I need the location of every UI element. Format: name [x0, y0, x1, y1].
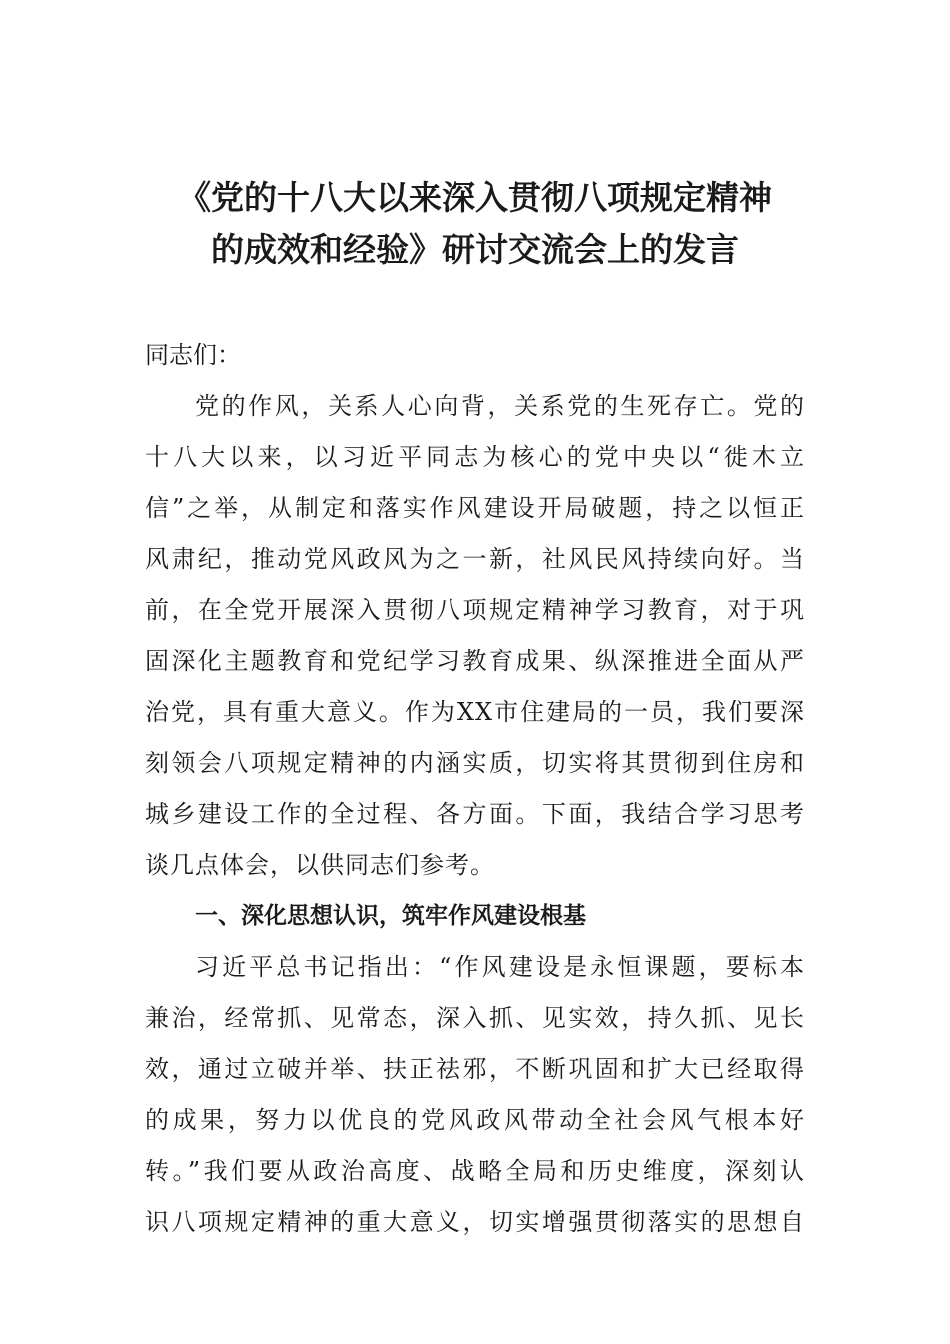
paragraph-line: 前，在全党开展深入贯彻八项规定精神学习教育，对于巩 — [145, 596, 805, 624]
document-body — [145, 330, 805, 1248]
paragraph-line: 的成果，努力以优良的党风政风带动全社会风气根本好 — [145, 1106, 805, 1134]
paragraph-line: 党的作风，关系人心向背，关系党的生死存亡。党的 — [195, 392, 805, 420]
paragraph-line: 治党，具有重大意义。作为XX市住建局的一员，我们要深 — [145, 698, 805, 726]
paragraph-1 — [145, 381, 805, 891]
paragraph-line: 刻领会八项规定精神的内涵实质，切实将其贯彻到住房和 — [145, 749, 805, 777]
paragraph-line: 固深化主题教育和党纪学习教育成果、纵深推进全面从严 — [145, 647, 805, 675]
paragraph-line: 城乡建设工作的全过程、各方面。下面，我结合学习思考 — [145, 800, 805, 828]
title-line-1: 《党的十八大以来深入贯彻八项规定精神 — [178, 178, 772, 217]
document-title — [145, 172, 805, 276]
paragraph-line: 习近平总书记指出：“作风建设是永恒课题，要标本 — [195, 953, 805, 981]
section-heading: 一、深化思想认识，筑牢作风建设根基 — [195, 903, 586, 929]
paragraph-2 — [145, 942, 805, 1248]
paragraph-line: 谈几点体会，以供同志们参考。 — [145, 851, 495, 879]
paragraph-line: 十八大以来，以习近平同志为核心的党中央以“徙木立 — [145, 443, 805, 471]
paragraph-line: 效，通过立破并举、扶正祛邪，不断巩固和扩大已经取得 — [145, 1055, 805, 1083]
title-line-2: 的成效和经验》研讨交流会上的发言 — [211, 230, 739, 269]
paragraph-line: 兼治，经常抓、见常态，深入抓、见实效，持久抓、见长 — [145, 1004, 805, 1032]
paragraph-line: 信”之举，从制定和落实作风建设开局破题，持之以恒正 — [145, 494, 805, 522]
paragraph-line: 转。”我们要从政治高度、战略全局和历史维度，深刻认 — [145, 1157, 805, 1185]
paragraph-line: 识八项规定精神的重大意义，切实增强贯彻落实的思想自 — [145, 1208, 805, 1236]
paragraph-line: 风肃纪，推动党风政风为之一新，社风民风持续向好。当 — [145, 545, 805, 573]
salutation: 同志们： — [145, 341, 241, 369]
